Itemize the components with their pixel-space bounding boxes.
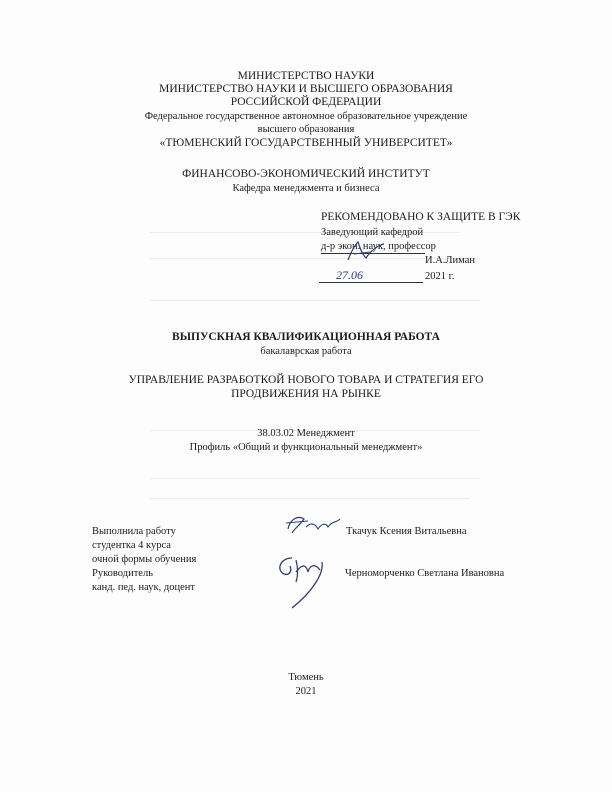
approval-title: РЕКОМЕНДОВАНО К ЗАЩИТЕ В ГЭК [321, 211, 521, 223]
author-signature-icon [282, 511, 352, 539]
supervisor-label-1: Руководитель [92, 568, 153, 579]
city: Тюмень [288, 672, 324, 683]
handwritten-date: 27.06 [336, 268, 363, 282]
department-name: Кафедра менеджмента и бизнеса [232, 183, 380, 194]
bleed-through-line [150, 498, 470, 499]
ministry-line-3: РОССИЙСКОЙ ФЕДЕРАЦИИ [230, 96, 382, 108]
work-topic-line-2: ПРОДВИЖЕНИЯ НА РЫНКЕ [231, 388, 381, 400]
bleed-through-line [150, 478, 480, 479]
institution-line-2: высшего образования [257, 124, 355, 135]
work-subtype: бакалаврская работа [260, 346, 352, 357]
author-name: Ткачук Ксения Витальевна [346, 526, 467, 537]
institute-name: ФИНАНСОВО-ЭКОНОМИЧЕСКИЙ ИНСТИТУТ [182, 168, 430, 180]
institution-line-1: Федеральное государственное автономное образовательное учреждение [144, 111, 468, 122]
supervisor-name: Черноморченко Светлана Ивановна [345, 568, 505, 579]
ministry-line-2: МИНИСТЕРСТВО НАУКИ И ВЫСШЕГО ОБРАЗОВАНИЯ [159, 83, 453, 95]
author-label-1: Выполнила работу [92, 526, 176, 537]
work-code: 38.03.02 Менеджмент [257, 428, 355, 439]
approval-degree: д-р экон. наук, профессор [321, 241, 436, 252]
author-label-3: очной формы обучения [92, 554, 197, 565]
year: 2021 [295, 686, 317, 697]
work-topic-line-1: УПРАВЛЕНИЕ РАЗРАБОТКОЙ НОВОГО ТОВАРА И СТРАТЕГИЯ ЕГО [128, 374, 484, 386]
approval-role: Заведующий кафедрой [321, 227, 424, 238]
university-name: «ТЮМЕНСКИЙ ГОСУДАРСТВЕННЫЙ УНИВЕРСИТЕТ» [159, 137, 453, 149]
supervisor-signature-icon [262, 552, 342, 612]
work-profile: Профиль «Общий и функциональный менеджмент» [189, 442, 423, 453]
supervisor-label-2: канд. пед. наук, доцент [92, 582, 195, 593]
approval-name: И.А.Лиман [425, 255, 476, 266]
work-type: ВЫПУСКНАЯ КВАЛИФИКАЦИОННАЯ РАБОТА [172, 331, 440, 343]
approval-year: 2021 г. [425, 271, 455, 282]
ministry-line-1: МИНИСТЕРСТВО НАУКИ [237, 70, 375, 82]
author-label-2: студентка 4 курса [92, 540, 171, 551]
bleed-through-line [150, 300, 480, 301]
approval-date-line [319, 282, 423, 283]
head-signature-icon [340, 240, 400, 262]
